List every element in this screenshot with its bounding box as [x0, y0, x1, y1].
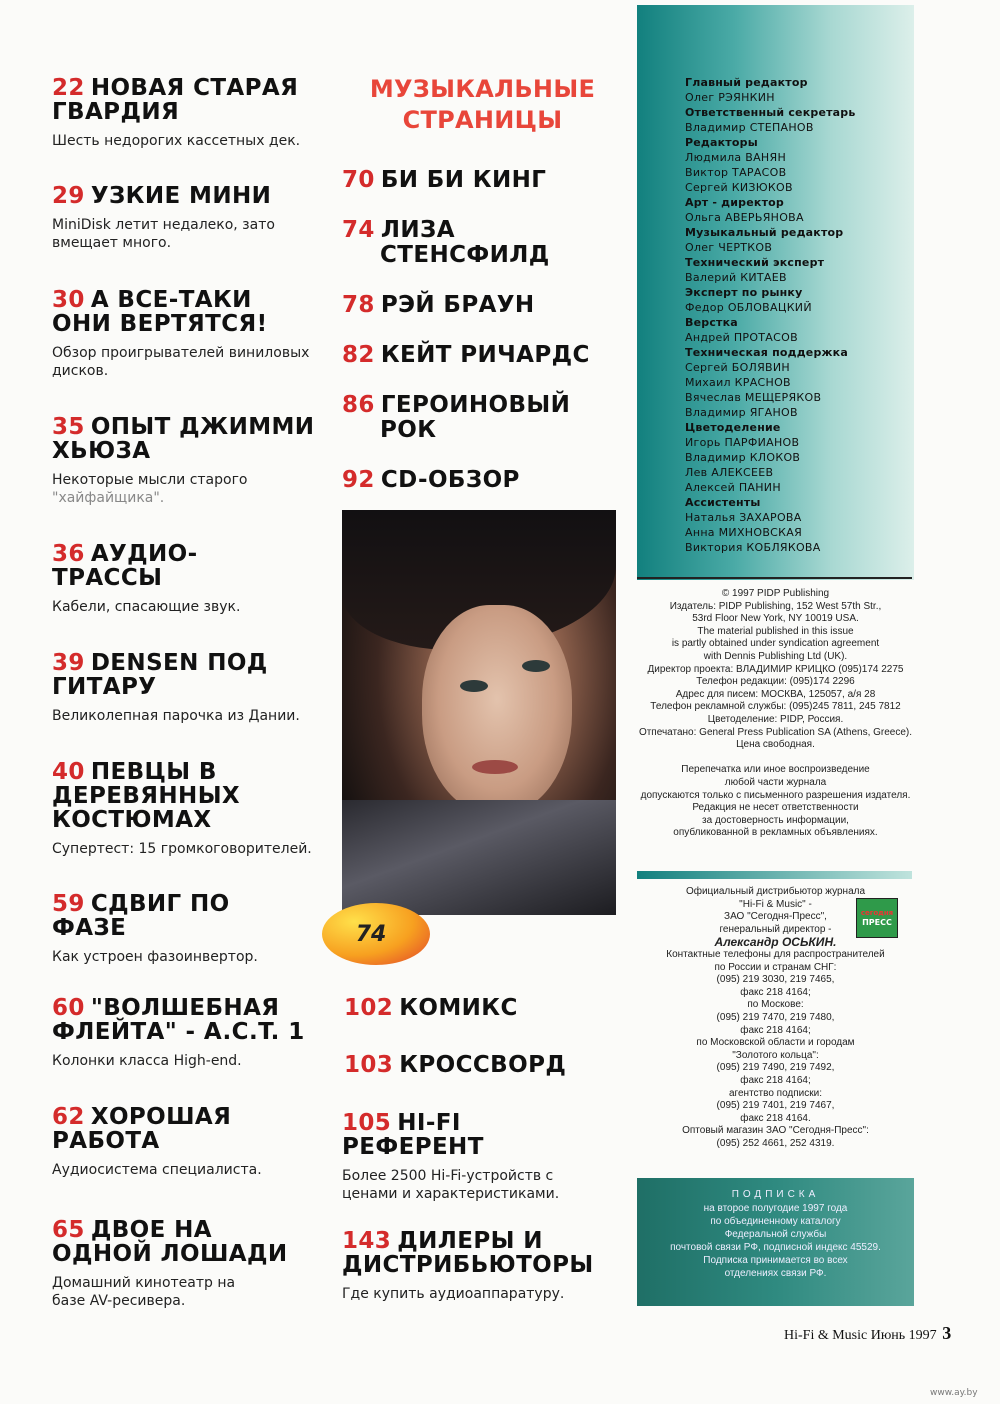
staff-person: Михаил КРАСНОВ — [685, 376, 791, 389]
toc-entry-35 — [52, 415, 322, 507]
staff-person: Алексей ПАНИН — [685, 481, 781, 494]
distributor-director: Александр ОСЬКИН. — [714, 935, 837, 950]
toc-entry-40 — [52, 759, 312, 858]
photo-eye-left — [460, 680, 488, 692]
staff-person: Сергей БОЛЯВИН — [685, 361, 790, 374]
staff-role: Ответственный секретарь — [685, 106, 856, 119]
music-entry-78: 78 РЭЙ БРАУН — [342, 292, 535, 318]
toc-desc: Домашний кинотеатр на базе AV-ресивера. — [52, 1275, 236, 1309]
staff-person: Виктория КОБЛЯКОВА — [685, 541, 821, 554]
staff-person: Владимир ЯГАНОВ — [685, 406, 798, 419]
music-entry-70: 70 БИ БИ КИНГ — [342, 167, 547, 193]
photo-eye-right — [522, 660, 550, 672]
staff-role: Редакторы — [685, 136, 758, 149]
toc-heading: 40 ПЕВЦЫ В ДЕРЕВЯННЫХ КОСТЮМАХ — [52, 759, 241, 833]
toc-desc: Великолепная парочка из Дании. — [52, 708, 300, 724]
staff-person: Ольга АВЕРЬЯНОВА — [685, 211, 804, 224]
staff-person: Наталья ЗАХАРОВА — [685, 511, 802, 524]
staff-person: Валерий КИТАЕВ — [685, 271, 787, 284]
toc-entry-143 — [342, 1229, 612, 1303]
page-number: 3 — [942, 1323, 952, 1343]
staff-role: Техническая поддержка — [685, 346, 848, 359]
toc-heading: 22 НОВАЯ СТАРАЯ ГВАРДИЯ — [52, 75, 299, 125]
staff-role: Технический эксперт — [685, 256, 825, 269]
distributor-block: Официальный дистрибьютор журнала "Hi-Fi & Music" - ЗАО "Сегодня-Пресс", генеральный директор - Александр ОСЬКИН. Контактные телефоны для распространителей по России и странам СНГ: (095) 219 3030, 219 7465, факс 218 4164; по Москове: (095) 219 7470, 219 7480, факс 218 4164; по Московской области и городам "Золотого кольца": (095) 219 7490, 219 7492, факс 218 4164; агентство подписки: (095) 219 7401, 219 7467, факс 218 4164. Оптовый магазин ЗАО "Сегодня-Пресс": (095) 252 4661, 252 4319. — [637, 886, 914, 1150]
toc-entry-36 — [52, 541, 241, 616]
staff-role: Верстка — [685, 316, 738, 329]
toc-desc: Аудиосистема специалиста. — [52, 1162, 262, 1178]
toc-heading: 143 ДИЛЕРЫ И ДИСТРИБЬЮТОРЫ — [342, 1228, 594, 1278]
photo-shoulder — [342, 800, 616, 915]
staff-person: Виктор ТАРАСОВ — [685, 166, 787, 179]
staff-person: Владимир СТЕПАНОВ — [685, 121, 814, 134]
page-footer: Hi-Fi & Music Июнь 1997 3 — [784, 1323, 952, 1343]
toc-desc: Как устроен фазоинвертор. — [52, 949, 258, 965]
toc-heading: 60 "ВОЛШЕБНАЯ ФЛЕЙТА" - A.C.T. 1 — [52, 995, 305, 1045]
toc-entry-30 — [52, 287, 310, 380]
segodnya-press-logo: сегодня ПРЕСС — [856, 898, 898, 938]
photo-face — [422, 605, 572, 815]
toc-entry-39 — [52, 650, 300, 725]
music-section-title: МУЗЫКАЛЬНЫЕ СТРАНИЦЫ — [369, 75, 596, 134]
toc-entry-103: 103 КРОССВОРД — [344, 1052, 567, 1078]
masthead-staff-list — [685, 75, 910, 555]
staff-role: Цветоделение — [685, 421, 781, 434]
toc-heading: 35 ОПЫТ ДЖИММИ ХЬЮЗА — [52, 414, 315, 464]
staff-person: Сергей КИЗЮКОВ — [685, 181, 793, 194]
photo-lips — [472, 760, 518, 774]
toc-desc: Супертест: 15 громкоговорителей. — [52, 841, 312, 857]
toc-desc: Кабели, спасающие звук. — [52, 599, 241, 615]
staff-role: Эксперт по рынку — [685, 286, 803, 299]
staff-person: Игорь ПАРФИАНОВ — [685, 436, 800, 449]
toc-desc: Колонки класса High-end. — [52, 1053, 242, 1069]
music-entry-74: 74 ЛИЗА СТЕНСФИЛД — [342, 217, 550, 268]
subscription-box: ПОДПИСКА на второе полугодие 1997 года по объединенному каталогу Федеральной службы почтовой связи РФ, подписной индекс 45529. Подписка принимается во всех отделениях связи РФ. — [637, 1178, 914, 1306]
staff-person: Олег ЧЕРТКОВ — [685, 241, 773, 254]
staff-role: Арт - директор — [685, 196, 784, 209]
toc-heading: 59 СДВИГ ПО ФАЗЕ — [52, 891, 230, 941]
toc-entry-29 — [52, 184, 342, 252]
staff-role: Ассистенты — [685, 496, 761, 509]
toc-entry-102: 102 КОМИКС — [344, 995, 518, 1021]
staff-role: Главный редактор — [685, 76, 808, 89]
music-entry-82: 82 КЕЙТ РИЧАРДС — [342, 342, 590, 368]
divider-rule — [637, 577, 912, 579]
page-badge: 74 — [322, 903, 430, 965]
cover-photo-portrait — [342, 510, 616, 915]
toc-heading: 65 ДВОЕ НА ОДНОЙ ЛОШАДИ — [52, 1217, 288, 1267]
toc-entry-22 — [52, 76, 342, 150]
subscription-title: ПОДПИСКА — [731, 1189, 820, 1200]
staff-role: Музыкальный редактор — [685, 226, 844, 239]
imprint-block: © 1997 PIDP Publishing Издатель: PIDP Publishing, 152 West 57th Str., 53rd Floor New York, NY 10019 USA. The material published in this issue is partly obtained under syndication agreement with Dennis Publishing Ltd (UK). Директор проекта: ВЛАДИМИР КРИЦКО (095)174 2275 Телефон редакции: (095)174 2296 Адрес для писем: МОСКВА, 125057, а/я 28 Телефон рекламной службы: (095)245 7811, 245 7812 Цветоделение: PIDP, Россия. Отпечатано: General Press Publication SA (Athens, Greece). Цена свободная. Перепечатка или иное воспроизведение любой части журнала допускаются только с письменного разрешения издателя. Редакция не несет ответственности за достоверность информации, опубликованной в рекламных объявлениях. — [638, 588, 913, 839]
toc-entry-60 — [52, 996, 312, 1070]
toc-desc: Более 2500 Hi-Fi-устройств с ценами и характеристиками. — [342, 1168, 560, 1202]
staff-person: Вячеслав МЕЩЕРЯКОВ — [685, 391, 822, 404]
staff-person: Лев АЛЕКСЕЕВ — [685, 466, 774, 479]
staff-person: Анна МИХНОВСКАЯ — [685, 526, 803, 539]
staff-person: Владимир КЛОКОВ — [685, 451, 801, 464]
watermark: www.ay.by — [930, 1388, 978, 1398]
toc-desc: Некоторые мысли старого "хайфайщика". — [52, 472, 248, 506]
toc-desc: Где купить аудиоаппаратуру. — [342, 1286, 565, 1302]
staff-person: Людмила ВАНЯН — [685, 151, 787, 164]
toc-heading: 105 HI-FI РЕФЕРЕНТ — [342, 1110, 484, 1160]
toc-heading: 36 АУДИО- ТРАССЫ — [52, 541, 198, 591]
toc-entry-62 — [52, 1104, 262, 1179]
music-entry-92: 92 CD-ОБЗОР — [342, 467, 520, 493]
toc-heading: 39 DENSEN ПОД ГИТАРУ — [52, 650, 268, 700]
toc-desc: Шесть недорогих кассетных дек. — [52, 133, 301, 149]
toc-heading: 29 УЗКИЕ МИНИ — [52, 183, 272, 209]
toc-entry-105 — [342, 1110, 560, 1203]
toc-heading: 62 ХОРОШАЯ РАБОТА — [52, 1104, 232, 1154]
staff-person: Федор ОБЛОВАЦКИЙ — [685, 301, 812, 314]
toc-heading: 30 А ВСЕ-ТАКИ ОНИ ВЕРТЯТСЯ! — [52, 287, 268, 337]
toc-desc: Обзор проигрывателей виниловых дисков. — [52, 345, 310, 379]
teal-divider — [637, 871, 912, 879]
toc-entry-59 — [52, 891, 258, 966]
music-entry-86: 86 ГЕРОИНОВЫЙ РОК — [342, 392, 571, 443]
staff-person: Олег РЭЯНКИН — [685, 91, 775, 104]
staff-person: Андрей ПРОТАСОВ — [685, 331, 798, 344]
toc-desc: MiniDisk летит недалеко, зато вмещает много. — [52, 217, 275, 251]
toc-entry-65 — [52, 1218, 312, 1310]
